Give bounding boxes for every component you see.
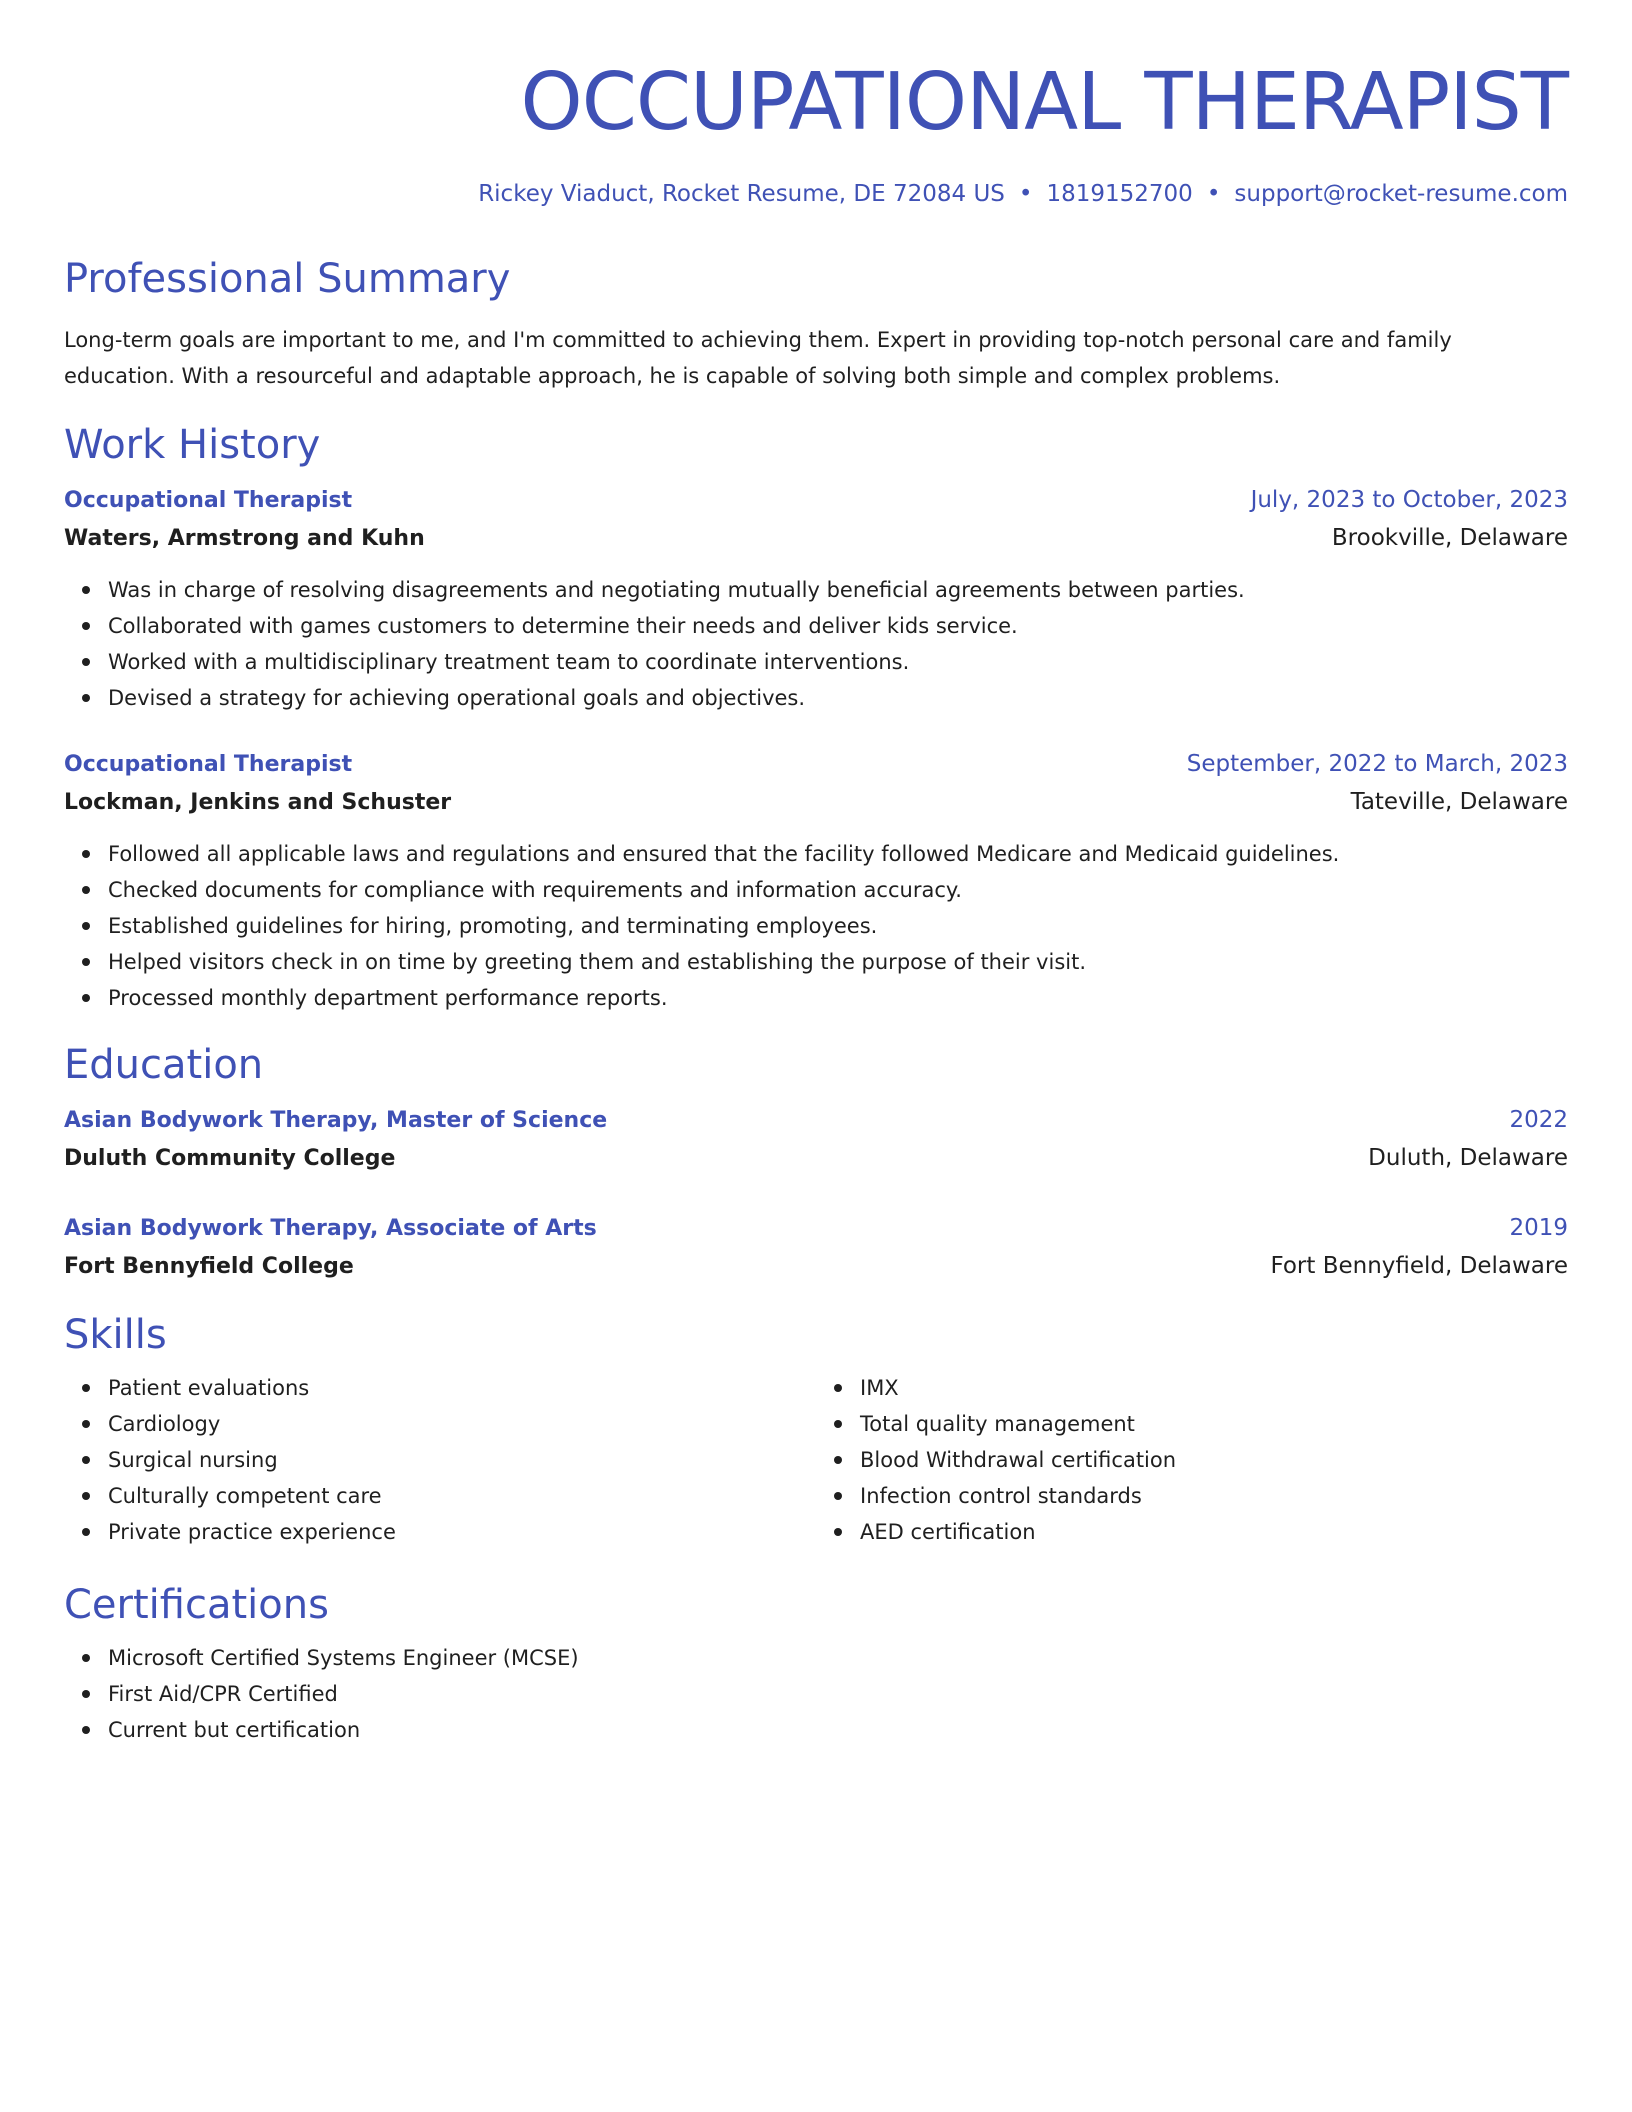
job-bullets xyxy=(64,572,1568,716)
education-location: Duluth, Delaware xyxy=(1368,1145,1568,1171)
contact-line xyxy=(64,178,1568,210)
skills-section xyxy=(64,1310,1568,1550)
skill-item: Blood Withdrawal certification xyxy=(860,1442,1568,1478)
job-entry xyxy=(64,482,1568,716)
education-degree-row xyxy=(64,1102,1568,1139)
skill-item: Culturally competent care xyxy=(108,1478,816,1514)
summary-section xyxy=(64,254,1568,394)
education-school-row xyxy=(64,1139,1568,1178)
certification-item: First Aid/CPR Certified xyxy=(108,1676,1568,1712)
job-entry xyxy=(64,746,1568,1016)
job-bullets xyxy=(64,836,1568,1016)
job-employer-row xyxy=(64,783,1568,822)
job-location: Tateville, Delaware xyxy=(1350,789,1568,815)
job-role: Occupational Therapist xyxy=(64,752,353,777)
job-bullet: Devised a strategy for achieving operational goals and objectives. xyxy=(108,680,1568,716)
summary-text: Long-term goals are important to me, and I'm committed to achieving them. Expert in providing top-notch personal care and family education. With a resourceful and adaptable approach, he is capable of solving both simple and complex problems. xyxy=(64,328,1452,388)
skill-item: Patient evaluations xyxy=(108,1370,816,1406)
education-entry xyxy=(64,1102,1568,1178)
skill-item: Total quality management xyxy=(860,1406,1568,1442)
education-degree: Asian Bodywork Therapy, Associate of Arts xyxy=(64,1216,597,1241)
resume-header xyxy=(64,56,1568,210)
education-year: 2019 xyxy=(1509,1215,1568,1241)
skills-list xyxy=(64,1370,816,1550)
education-school-row xyxy=(64,1247,1568,1286)
job-title-row xyxy=(64,482,1568,519)
skill-item: Infection control standards xyxy=(860,1478,1568,1514)
education-degree: Asian Bodywork Therapy, Master of Science xyxy=(64,1108,608,1133)
education-year: 2022 xyxy=(1509,1107,1568,1133)
job-employer: Waters, Armstrong and Kuhn xyxy=(64,526,425,551)
skills-list xyxy=(816,1370,1568,1550)
skill-item: Private practice experience xyxy=(108,1514,816,1550)
education-section xyxy=(64,1040,1568,1286)
education-location: Fort Bennyfield, Delaware xyxy=(1270,1253,1568,1279)
skills-column-left xyxy=(64,1370,816,1550)
contact-separator: • xyxy=(1018,181,1033,207)
certifications-heading: Certifications xyxy=(64,1582,329,1628)
page-title: OCCUPATIONAL THERAPIST xyxy=(520,56,1568,148)
education-degree-row xyxy=(64,1210,1568,1247)
contact-email: support@rocket-resume.com xyxy=(1234,181,1568,207)
job-dates: July, 2023 to October, 2023 xyxy=(1250,487,1568,513)
job-bullet: Established guidelines for hiring, promoting, and terminating employees. xyxy=(108,908,1568,944)
skills-grid xyxy=(64,1370,1568,1550)
skills-heading: Skills xyxy=(64,1312,167,1358)
job-bullet: Checked documents for compliance with requirements and information accuracy. xyxy=(108,872,1568,908)
job-role: Occupational Therapist xyxy=(64,488,353,513)
job-bullet: Was in charge of resolving disagreements and negotiating mutually beneficial agreements between parties. xyxy=(108,572,1568,608)
job-bullet: Helped visitors check in on time by greeting them and establishing the purpose of their visit. xyxy=(108,944,1568,980)
certifications-list xyxy=(64,1640,1568,1748)
summary-heading: Professional Summary xyxy=(64,256,511,302)
skill-item: IMX xyxy=(860,1370,1568,1406)
job-employer: Lockman, Jenkins and Schuster xyxy=(64,790,452,815)
education-school: Duluth Community College xyxy=(64,1146,396,1171)
education-entry xyxy=(64,1210,1568,1286)
job-dates: September, 2022 to March, 2023 xyxy=(1186,751,1568,777)
skill-item: Cardiology xyxy=(108,1406,816,1442)
job-bullet: Followed all applicable laws and regulations and ensured that the facility followed Medicare and Medicaid guidelines. xyxy=(108,836,1568,872)
work-history-section xyxy=(64,420,1568,1016)
contact-phone: 1819152700 xyxy=(1046,181,1193,207)
certification-item: Microsoft Certified Systems Engineer (MCSE) xyxy=(108,1640,1568,1676)
skill-item: AED certification xyxy=(860,1514,1568,1550)
job-employer-row xyxy=(64,519,1568,558)
job-bullet: Worked with a multidisciplinary treatment team to coordinate interventions. xyxy=(108,644,1568,680)
job-location: Brookville, Delaware xyxy=(1331,525,1568,551)
skill-item: Surgical nursing xyxy=(108,1442,816,1478)
contact-separator: • xyxy=(1206,181,1221,207)
work-history-heading: Work History xyxy=(64,422,321,468)
skills-column-right xyxy=(816,1370,1568,1550)
job-bullet: Collaborated with games customers to determine their needs and deliver kids service. xyxy=(108,608,1568,644)
education-school: Fort Bennyfield College xyxy=(64,1254,354,1279)
certifications-section xyxy=(64,1580,1568,1748)
education-heading: Education xyxy=(64,1042,264,1088)
contact-address: Rickey Viaduct, Rocket Resume, DE 72084 US xyxy=(478,181,1005,207)
certification-item: Current but certification xyxy=(108,1712,1568,1748)
job-title-row xyxy=(64,746,1568,783)
job-bullet: Processed monthly department performance reports. xyxy=(108,980,1568,1016)
